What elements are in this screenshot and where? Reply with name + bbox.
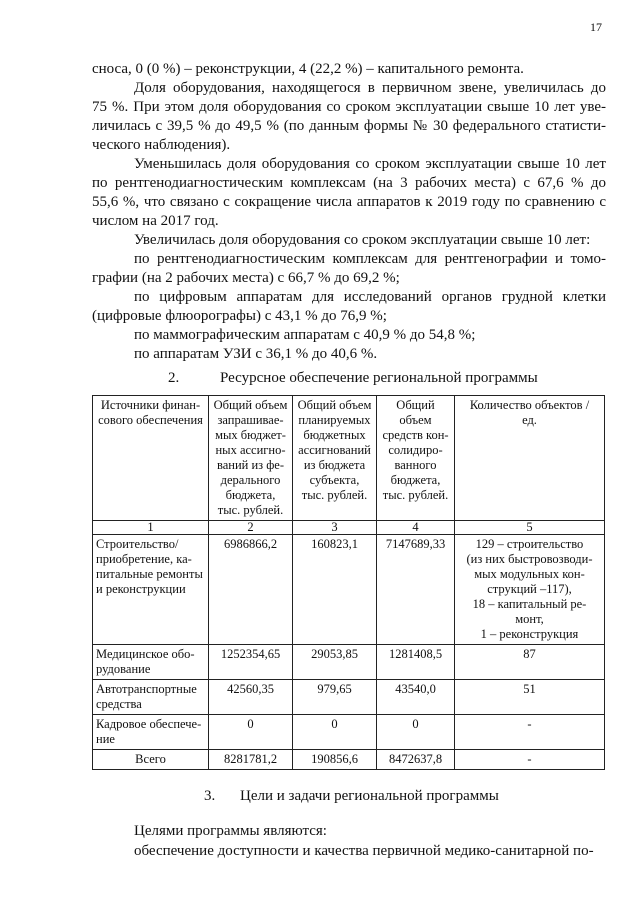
table-cell-count: 87 xyxy=(455,645,605,680)
table-cell-source: Автотранспортные средства xyxy=(93,680,209,715)
section-title: Ресурсное обеспечение региональной программы xyxy=(220,370,538,386)
table-index-row xyxy=(93,521,605,535)
text-line: по цифровым аппаратам для исследований органов грудной клетки xyxy=(134,289,606,305)
table-row xyxy=(93,645,605,680)
text-line: графии (на 2 рабочих места) с 66,7 % до 69,2 %; xyxy=(92,270,400,286)
table-cell-count: - xyxy=(455,750,605,770)
table-header-row xyxy=(93,396,605,521)
text-line: по маммографическим аппаратам с 40,9 % до 54,8 %; xyxy=(134,327,476,343)
goals-intro: Целями программы являются: xyxy=(134,823,327,839)
table-cell-regional: 29053,85 xyxy=(293,645,377,680)
goals-line: обеспечение доступности и качества первичной медико-санитарной по- xyxy=(134,843,594,859)
text-line: Увеличилась доля оборудования со сроком эксплуатации свыше 10 лет: xyxy=(134,232,591,248)
text-line: личилась с 39,5 % до 49,5 % (по данным формы № 30 федерального статисти- xyxy=(92,118,606,134)
table-header-cell: Общий объем средств кон- солидиро- ванного бюджета, тыс. рублей. xyxy=(377,396,455,521)
table-row xyxy=(93,680,605,715)
table-cell-consolidated: 1281408,5 xyxy=(377,645,455,680)
text-line: по аппаратам УЗИ с 36,1 % до 40,6 %. xyxy=(134,346,378,362)
table-cell-source: Кадровое обеспече- ние xyxy=(93,715,209,750)
table-cell-federal: 1252354,65 xyxy=(209,645,293,680)
table-cell-source: Медицинское обо- рудование xyxy=(93,645,209,680)
table-row xyxy=(93,750,605,770)
text-line: (цифровые флюорографы) с 43,1 % до 76,9 %; xyxy=(92,308,387,324)
table-cell-count: 51 xyxy=(455,680,605,715)
text-line: Доля оборудования, находящегося в первичном звене, увеличилась до xyxy=(134,80,606,96)
section-number: 3. xyxy=(204,788,216,804)
text-line: 55,6 %, что связано с сокращение числа аппаратов к 2019 году по сравнению с xyxy=(92,194,606,210)
table-row xyxy=(93,715,605,750)
table-index-cell: 2 xyxy=(209,521,293,535)
table-index-cell: 4 xyxy=(377,521,455,535)
table-cell-regional: 160823,1 xyxy=(293,535,377,645)
table-cell-federal: 0 xyxy=(209,715,293,750)
table-index-cell: 3 xyxy=(293,521,377,535)
text-line: по рентгенодиагностическим комплексам (на 3 рабочих места) с 67,6 % до xyxy=(92,175,606,191)
page-number: 17 xyxy=(590,20,602,34)
table-index-cell: 1 xyxy=(93,521,209,535)
table-cell-source: Всего xyxy=(93,750,209,770)
table-cell-consolidated: 0 xyxy=(377,715,455,750)
text-line: по рентгенодиагностическим комплексам для рентгенографии и томо- xyxy=(134,251,606,267)
table-cell-count: 129 – строительство (из них быстровозводи- мых модульных кон- струкций –117), 18 – капитальный ре- монт, 1 – реконструкция xyxy=(455,535,605,645)
table-cell-regional: 190856,6 xyxy=(293,750,377,770)
table-index-cell: 5 xyxy=(455,521,605,535)
table-cell-consolidated: 8472637,8 xyxy=(377,750,455,770)
text-line: Уменьшилась доля оборудования со сроком эксплуатации свыше 10 лет xyxy=(134,156,606,172)
section-number: 2. xyxy=(168,370,180,386)
table-header-cell: Общий объем запрашивае- мых бюджет- ных ассигно- ваний из фе- дерального бюджета, тыс. рублей. xyxy=(209,396,293,521)
table-header-cell: Общий объем планируемых бюджетных ассигнований из бюджета субъекта, тыс. рублей. xyxy=(293,396,377,521)
text-line: 75 %. При этом доля оборудования со сроком эксплуатации свыше 10 лет уве- xyxy=(92,99,606,115)
table-row xyxy=(93,535,605,645)
text-line: ческого наблюдения). xyxy=(92,137,231,153)
text-line: числом на 2017 год. xyxy=(92,213,219,229)
table-header-cell: Источники финан- сового обеспечения xyxy=(93,396,209,521)
resource-table xyxy=(92,395,605,770)
table-cell-source: Строительство/ приобретение, ка- питальные ремонты и реконструкции xyxy=(93,535,209,645)
table-cell-federal: 6986866,2 xyxy=(209,535,293,645)
table-cell-consolidated: 43540,0 xyxy=(377,680,455,715)
table-cell-regional: 0 xyxy=(293,715,377,750)
table-cell-consolidated: 7147689,33 xyxy=(377,535,455,645)
table-cell-count: - xyxy=(455,715,605,750)
table-header-cell: Количество объектов / ед. xyxy=(455,396,605,521)
table-cell-regional: 979,65 xyxy=(293,680,377,715)
table-cell-federal: 42560,35 xyxy=(209,680,293,715)
text-line: сноса, 0 (0 %) – реконструкции, 4 (22,2 %) – капитального ремонта. xyxy=(92,61,524,77)
section-title: Цели и задачи региональной программы xyxy=(240,788,499,804)
table-cell-federal: 8281781,2 xyxy=(209,750,293,770)
